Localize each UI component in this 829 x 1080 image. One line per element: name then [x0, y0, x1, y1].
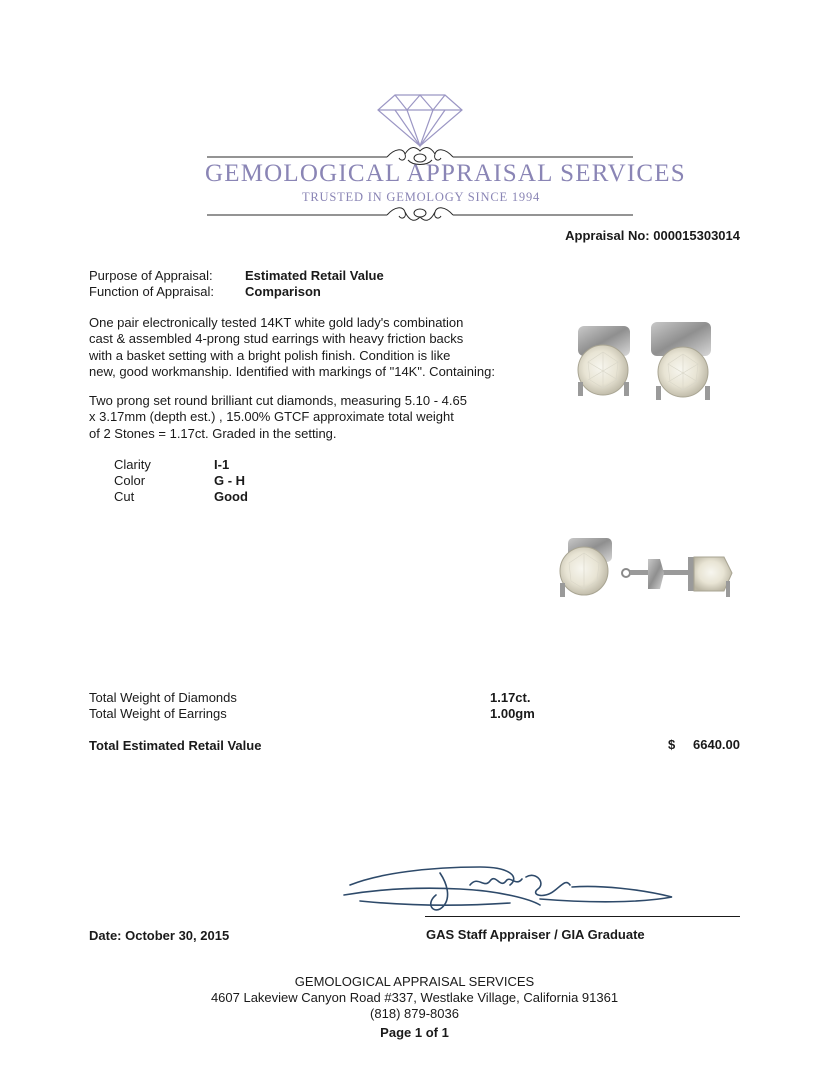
- footer-phone: (818) 879-8036: [370, 1006, 459, 1021]
- total-diamonds-value: 1.17ct.: [490, 690, 531, 705]
- earrings-front-photo: [556, 320, 726, 410]
- purpose-label: Purpose of Appraisal:: [89, 268, 213, 283]
- clarity-label: Clarity: [114, 457, 151, 472]
- footer-address: 4607 Lakeview Canyon Road #337, Westlake Village, California 91361: [210, 990, 619, 1005]
- company-name: GEMOLOGICAL APPRAISAL SERVICES: [205, 160, 686, 187]
- retail-currency: $: [668, 737, 676, 752]
- color-label: Color: [114, 473, 146, 488]
- stone-description: Two prong set round brilliant cut diamonds, measuring 5.10 - 4.65 x 3.17mm (depth est.) , 15.00% GTCF approximate total weight of 2 Stones = 1.17ct. Graded in the setting.: [89, 393, 467, 441]
- earrings-side-photo: [548, 535, 738, 610]
- total-diamonds-label: Total Weight of Diamonds: [89, 690, 237, 705]
- item-description: One pair electronically tested 14KT white gold lady's combination cast & assembled 4-prong stud earrings with heavy friction backs with a basket setting with a bright polish finish. Condition is like new, good workmanship. Identified with markings of "14K". Containing:: [89, 315, 495, 379]
- cut-value: Good: [214, 489, 248, 504]
- retail-value: 6640.00: [693, 737, 740, 752]
- color-value: G - H: [214, 473, 246, 488]
- page-number: Page 1 of 1: [380, 1025, 449, 1040]
- signature-line: [425, 916, 740, 917]
- total-earrings-value: 1.00gm: [490, 706, 535, 721]
- appraisal-date: Date: October 30, 2015: [89, 928, 230, 943]
- function-value: Comparison: [245, 284, 321, 299]
- appraisal-number: Appraisal No: 000015303014: [565, 228, 740, 243]
- company-tagline: TRUSTED IN GEMOLOGY SINCE 1994: [301, 190, 541, 204]
- footer-company: GEMOLOGICAL APPRAISAL SERVICES: [294, 974, 535, 989]
- function-label: Function of Appraisal:: [89, 284, 215, 299]
- cut-label: Cut: [114, 489, 135, 504]
- total-earrings-label: Total Weight of Earrings: [89, 706, 227, 721]
- diamond-logo-icon: [205, 88, 686, 228]
- appraiser-signature: [340, 855, 680, 920]
- purpose-value: Estimated Retail Value: [245, 268, 384, 283]
- clarity-value: I-1: [214, 457, 230, 472]
- retail-value-label: Total Estimated Retail Value: [89, 738, 262, 753]
- appraiser-title: GAS Staff Appraiser / GIA Graduate: [426, 927, 645, 942]
